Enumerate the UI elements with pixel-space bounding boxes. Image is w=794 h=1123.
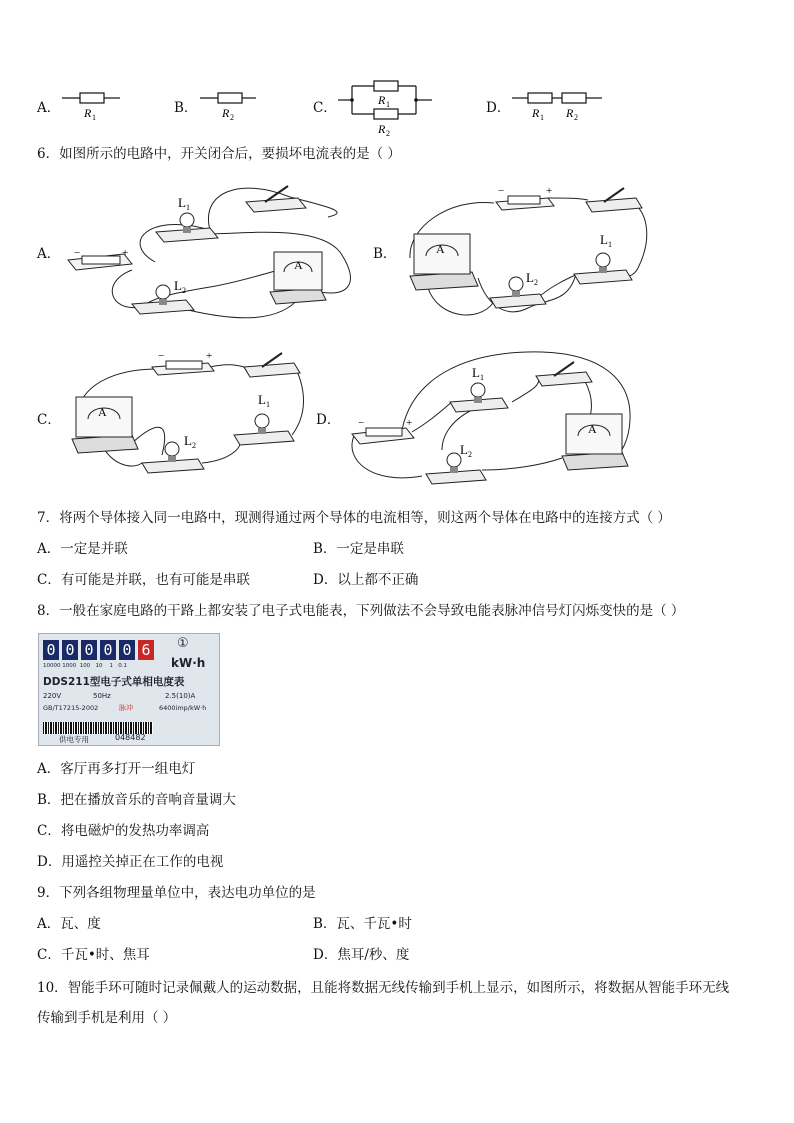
- meter-model: DDS211型电子式单相电度表: [43, 676, 185, 688]
- q6c-l1-label: L: [258, 392, 266, 407]
- q6c-battery-minus: −: [158, 350, 165, 362]
- q6c-battery-plus: +: [206, 350, 213, 362]
- q6-option-a-label: A．: [37, 246, 61, 262]
- q6-circuit-d: [342, 340, 638, 490]
- q5-option-d-series-resistors: [510, 88, 606, 122]
- q6d-l2-label: L: [460, 442, 468, 457]
- q5-c-r1: R: [378, 93, 386, 107]
- q6d-l2-sub: 2: [468, 450, 472, 459]
- q6a-l2-sub: 2: [182, 286, 186, 295]
- q5-a-sub: 1: [92, 113, 96, 122]
- q8-option-b: B．把在播放音乐的音响音量调大: [37, 792, 236, 808]
- q6c-ammeter-a: A: [98, 405, 107, 419]
- q10-stem-line1: 10．智能手环可随时记录佩戴人的运动数据，且能将数据无线传输到手机上显示，如图所示，将数据从智能手环无线: [37, 980, 730, 996]
- q6b-l2-sub: 2: [534, 278, 538, 287]
- q6c-l1-sub: 1: [266, 400, 270, 409]
- meter-digit-5: 0: [119, 640, 135, 660]
- q5-c-r2: R: [378, 122, 386, 136]
- q6d-l1-sub: 1: [480, 373, 484, 382]
- q6d-ammeter-a: A: [588, 422, 597, 436]
- meter-current: 2.5(10)A: [165, 692, 196, 700]
- meter-digit-1: 0: [43, 640, 59, 660]
- q6-option-c-label: C．: [37, 412, 61, 428]
- q6d-battery-minus: −: [358, 417, 365, 429]
- meter-digit-6: 6: [138, 640, 154, 660]
- q6b-l2-label: L: [526, 270, 534, 285]
- q9-stem: 9．下列各组物理量单位中，表达电功单位的是: [37, 885, 316, 901]
- q6-option-b-label: B．: [373, 246, 397, 262]
- meter-frequency: 50Hz: [93, 692, 111, 700]
- q5-option-a-resistor: [60, 88, 122, 122]
- q5-a-r: R: [84, 106, 92, 120]
- meter-circle-mark: ①: [177, 636, 189, 651]
- q6d-battery-plus: +: [406, 417, 413, 429]
- q6b-l1-sub: 1: [608, 240, 612, 249]
- meter-voltage: 220V: [43, 692, 62, 700]
- meter-digits: [43, 640, 154, 660]
- q10-stem-line2: 传输到手机是利用（ ）: [37, 1010, 177, 1026]
- q8-option-c: C．将电磁炉的发热功率调高: [37, 823, 210, 839]
- q6b-ammeter-a: A: [436, 242, 445, 256]
- q8-stem: 8．一般在家庭电路的干路上都安装了电子式电能表，下列做法不会导致电能表脉冲信号灯闪烁变快的是（ ）: [37, 603, 685, 619]
- q6-circuit-c: [62, 345, 322, 480]
- q5-option-d-label: D．: [486, 100, 511, 116]
- q5-d-sub2: 2: [574, 113, 578, 122]
- q9-option-d: D．焦耳/秒、度: [313, 947, 410, 963]
- q5-c-sub2: 2: [386, 129, 390, 138]
- q6d-l1-label: L: [472, 365, 480, 380]
- q7-option-b: B．一定是串联: [313, 541, 404, 557]
- q7-option-a: A．一定是并联: [37, 541, 128, 557]
- q5-option-c-label: C．: [313, 100, 337, 116]
- q6a-battery-plus: +: [122, 247, 129, 259]
- q6b-battery-plus: +: [546, 185, 553, 197]
- q6a-l1-label: L: [178, 195, 186, 210]
- q6b-battery-minus: −: [498, 185, 505, 197]
- meter-serial: 048482: [115, 733, 146, 742]
- q5-option-a-label: A．: [37, 100, 61, 116]
- q5-d-sub1: 1: [540, 113, 544, 122]
- q6a-l1-sub: 1: [186, 203, 190, 212]
- meter-digit-3: 0: [81, 640, 97, 660]
- q7-option-d: D．以上都不正确: [313, 572, 419, 588]
- q9-option-a: A．瓦、度: [37, 916, 101, 932]
- q6-circuit-b: [398, 178, 658, 328]
- q6c-l2-sub: 2: [192, 441, 196, 450]
- q9-option-c: C．千瓦•时、焦耳: [37, 947, 150, 963]
- meter-imp: 6400imp/kW·h: [159, 704, 207, 712]
- q8-option-a: A．客厅再多打开一组电灯: [37, 761, 196, 777]
- meter-digit-2: 0: [62, 640, 78, 660]
- meter-unit: kW·h: [171, 656, 206, 670]
- q6-option-d-label: D．: [316, 412, 341, 428]
- q5-option-b-label: B．: [174, 100, 198, 116]
- q5-option-b-resistor: [198, 88, 260, 122]
- q6b-l1-label: L: [600, 232, 608, 247]
- q6-stem: 6．如图所示的电路中，开关闭合后，要损坏电流表的是（ ）: [37, 146, 401, 162]
- q6c-l2-label: L: [184, 433, 192, 448]
- q5-b-sub: 2: [230, 113, 234, 122]
- q6-circuit-a: [60, 172, 360, 327]
- q5-c-sub1: 1: [386, 100, 390, 109]
- q7-stem: 7．将两个导体接入同一电路中，现测得通过两个导体的电流相等，则这两个导体在电路中的连接方式（ ）: [37, 510, 671, 526]
- q6a-l2-label: L: [174, 278, 182, 293]
- q7-option-c: C．有可能是并联，也有可能是串联: [37, 572, 250, 588]
- meter-pulse-label: 脉冲: [119, 704, 133, 712]
- meter-standard: GB/T17215-2002: [43, 704, 99, 712]
- q6a-ammeter-a: A: [294, 258, 303, 272]
- q5-d-r1: R: [532, 106, 540, 120]
- q5-b-r: R: [222, 106, 230, 120]
- electric-meter-photo: [38, 633, 220, 746]
- q6a-battery-minus: −: [74, 247, 81, 259]
- q5-d-r2: R: [566, 106, 574, 120]
- q9-option-b: B．瓦、千瓦•时: [313, 916, 412, 932]
- meter-digit-4: 0: [100, 640, 116, 660]
- meter-supply: 供电专用: [59, 735, 89, 744]
- q5-option-c-parallel-resistors: [336, 78, 436, 138]
- q8-option-d: D．用遥控关掉正在工作的电视: [37, 854, 224, 870]
- meter-place-values: 10000 1000 100 10 1 0.1: [43, 663, 127, 669]
